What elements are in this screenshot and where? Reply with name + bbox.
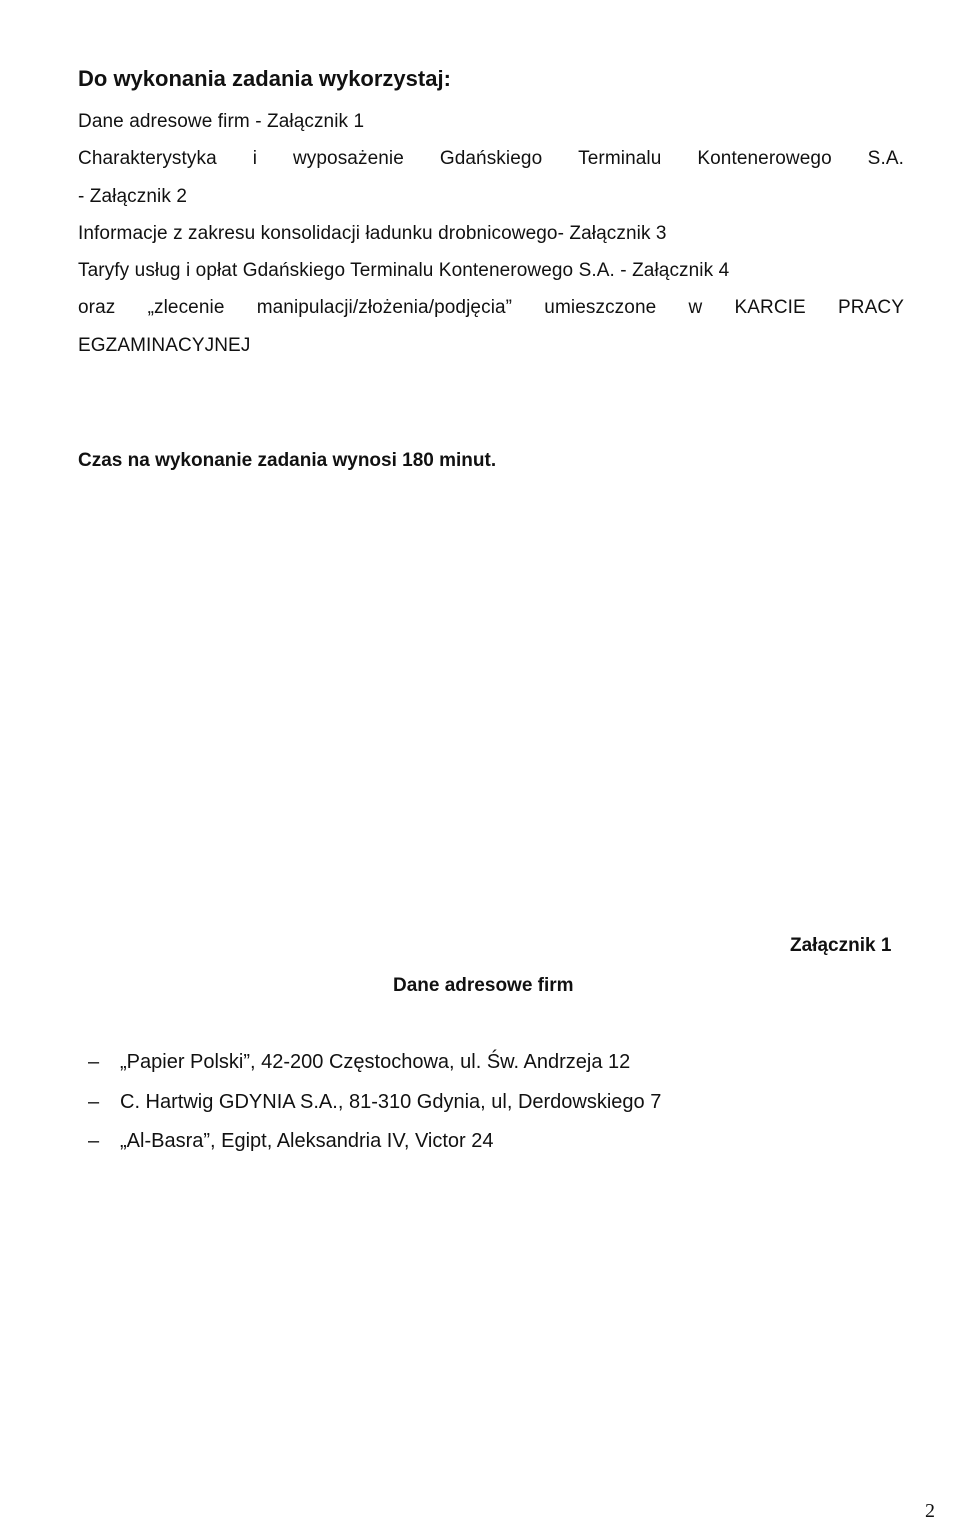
word: Kontenerowego bbox=[697, 148, 832, 169]
list-item bbox=[88, 1091, 888, 1117]
dash: – bbox=[88, 1091, 100, 1113]
word: „zlecenie bbox=[147, 297, 225, 318]
dash: – bbox=[88, 1051, 100, 1073]
instructions-heading: Do wykonania zadania wykorzystaj: bbox=[78, 66, 451, 91]
word: PRACY bbox=[838, 297, 904, 318]
word: Gdańskiego bbox=[439, 148, 543, 169]
list-item bbox=[88, 1051, 888, 1077]
word: i bbox=[252, 148, 258, 169]
instruction-line-6 bbox=[78, 297, 904, 319]
word: S.A. bbox=[867, 148, 904, 169]
attachment-title: Dane adresowe firm bbox=[393, 975, 574, 996]
company-address: „Al-Basra”, Egipt, Aleksandria IV, Victor 24 bbox=[120, 1130, 494, 1152]
word: Charakterystyka bbox=[78, 148, 217, 169]
instruction-line-7: EGZAMINACYJNEJ bbox=[78, 335, 251, 356]
word: Terminalu bbox=[578, 148, 662, 169]
instruction-line-4: Informacje z zakresu konsolidacji ładunku drobnicowego- Załącznik 3 bbox=[78, 223, 667, 244]
word: w bbox=[688, 297, 703, 318]
dash: – bbox=[88, 1130, 100, 1152]
word: umieszczone bbox=[544, 297, 657, 318]
company-address: „Papier Polski”, 42-200 Częstochowa, ul. Św. Andrzeja 12 bbox=[120, 1051, 631, 1073]
list-item bbox=[88, 1130, 888, 1156]
instruction-line-3: - Załącznik 2 bbox=[78, 186, 188, 207]
word: wyposażenie bbox=[292, 148, 404, 169]
page-number: 2 bbox=[925, 1500, 935, 1522]
instruction-line-1: Dane adresowe firm - Załącznik 1 bbox=[78, 111, 365, 132]
word: manipulacji/złożenia/podjęcia” bbox=[256, 297, 513, 318]
word: KARCIE bbox=[734, 297, 806, 318]
attachment-label: Załącznik 1 bbox=[790, 935, 892, 956]
company-address: C. Hartwig GDYNIA S.A., 81-310 Gdynia, ul, Derdowskiego 7 bbox=[120, 1091, 662, 1113]
instruction-line-2 bbox=[78, 148, 904, 170]
instruction-line-5: Taryfy usług i opłat Gdańskiego Terminalu Kontenerowego S.A. - Załącznik 4 bbox=[78, 260, 730, 281]
time-note: Czas na wykonanie zadania wynosi 180 minut. bbox=[78, 450, 497, 471]
word: oraz bbox=[78, 297, 116, 318]
